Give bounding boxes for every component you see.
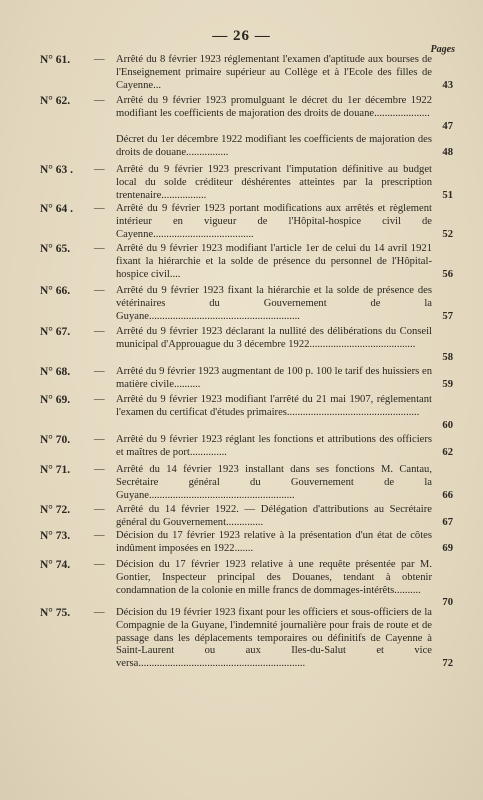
toc-entry [0,394,483,431]
entry-page-number: 60 [442,419,453,431]
entry-text: — Arrêté du 14 février 1922. — Délégation d'attributions au Secrétaire général du Gouvernement.............. [94,504,432,528]
entry-page-number: 72 [442,658,453,670]
entry-number: N° 62. [40,95,71,107]
entry-text: — Arrêté du 9 février 1923 modifiant l'arrêté du 21 mai 1907, réglementant l'examen du certificat d'études primaires.................................................. [94,394,432,418]
entry-number: N° 66. [40,285,71,297]
entry-text: — Arrêté du 14 février 1923 installant dans ses fonctions M. Cantau, Secrétaire général du Gouvernement de la Guyane....................................................... [94,464,432,501]
entry-text: — Arrêté du 8 février 1923 réglementant l'examen d'aptitude aux bourses de l'Enseignement primaire supérieur au Collège et à l'Ecole des filles de Cayenne... [94,54,432,91]
entry-number: N° 74. [40,559,71,571]
toc-entry [0,203,483,240]
entry-page-number: 69 [442,542,453,554]
entry-text: — Décision du 17 février 1923 relative à la présentation d'un état de côtes indûment imposées en 1922....... [94,530,432,554]
entry-number: N° 67. [40,326,71,338]
entry-text: — Arrêté du 9 février 1923 prescrivant l'imputation définitive au budget local du solde créditeur déshérentes atteintes par la prescription trentenaire................. [94,164,432,201]
entry-page-number: 48 [442,146,453,158]
entry-page-number: 59 [442,378,453,390]
toc-entry [0,434,483,458]
toc-entry [0,464,483,501]
entry-text: — Arrêté du 9 février 1923 fixant la hiérarchie et la solde de présence des vétérinaires du Gouvernement de la Guyane......................................................... [94,285,432,322]
toc-entry [0,243,483,280]
pages-column-label: Pages [430,44,455,55]
entry-number: N° 64 . [40,203,74,215]
toc-entry [0,607,483,670]
entry-page-number: 58 [442,351,453,363]
entry-number: N° 75. [40,607,71,619]
entry-page-number: 67 [442,516,453,528]
entry-number: N° 71. [40,464,71,476]
entry-text: — Arrêté du 9 février 1923 réglant les fonctions et attributions des officiers et maîtres de port.............. [94,434,432,458]
toc-entry [0,164,483,201]
entry-number: N° 70. [40,434,71,446]
toc-entry [0,326,483,363]
page-number: — 26 — [212,28,271,44]
toc-entry [0,54,483,91]
entry-number: N° 68. [40,366,71,378]
entry-page-number: 66 [442,489,453,501]
toc-entry [0,95,483,132]
entry-text: — Arrêté du 9 février 1923 portant modifications aux arrêtés et règlement intérieur en vigueur de l'Hôpital-hospice civil de Cayenne...................................... [94,203,432,240]
toc-entry [0,134,483,158]
entry-page-number: 57 [442,310,453,322]
toc-entry [0,285,483,322]
entry-text: — Arrêté du 9 février 1923 augmentant de 100 p. 100 le tarif des huissiers en matière civile.......... [94,366,432,390]
entry-text: — Arrêté du 9 février 1923 déclarant la nullité des délibérations du Conseil municipal d'Approuague du 3 décembre 1922........................................ [94,326,432,350]
entry-page-number: 52 [442,228,453,240]
entry-number: N° 65. [40,243,71,255]
entry-text: — Arrêté du 9 février 1923 modifiant l'article 1er de celui du 14 avril 1921 fixant la hiérarchie et la solde de présence du personnel de l'Hôpital-hospice civil.... [94,243,432,280]
entry-text: — Décision du 17 février 1923 relative à une requête présentée par M. Gontier, Inspecteur principal des Douanes, tendant à obtenir condamnation de la colonie en mille francs de dommages-intérêts.......... [94,559,432,596]
entry-text: — Arrêté du 9 février 1923 promulguant le décret du 1er décembre 1922 modifiant les coefficients de majoration des droits de douane..................... [94,95,432,119]
entry-page-number: 47 [442,120,453,132]
entry-number: N° 73. [40,530,71,542]
entry-number: N° 69. [40,394,71,406]
entry-number: N° 63 . [40,164,74,176]
entry-number: N° 72. [40,504,71,516]
entry-page-number: 43 [442,79,453,91]
entry-text: — Décision du 19 février 1923 fixant pour les officiers et sous-officiers de la Compagnie de la Guyane, l'indemnité journalière pour frais de route et de passage dans les déplacements temporaires ou définitifs de Cayenne à Saint-Laurent ou aux Iles-du-Salut et vice versa............................................................... [94,607,432,670]
entry-page-number: 62 [442,446,453,458]
toc-entry [0,504,483,528]
entry-number: N° 61. [40,54,71,66]
entry-page-number: 51 [442,189,453,201]
entry-page-number: 56 [442,268,453,280]
entry-text: Décret du 1er décembre 1922 modifiant les coefficients de majoration des droits de douane................ [116,134,432,158]
entry-page-number: 70 [442,597,453,609]
toc-entry [0,559,483,609]
toc-entry [0,530,483,554]
toc-entry [0,366,483,390]
